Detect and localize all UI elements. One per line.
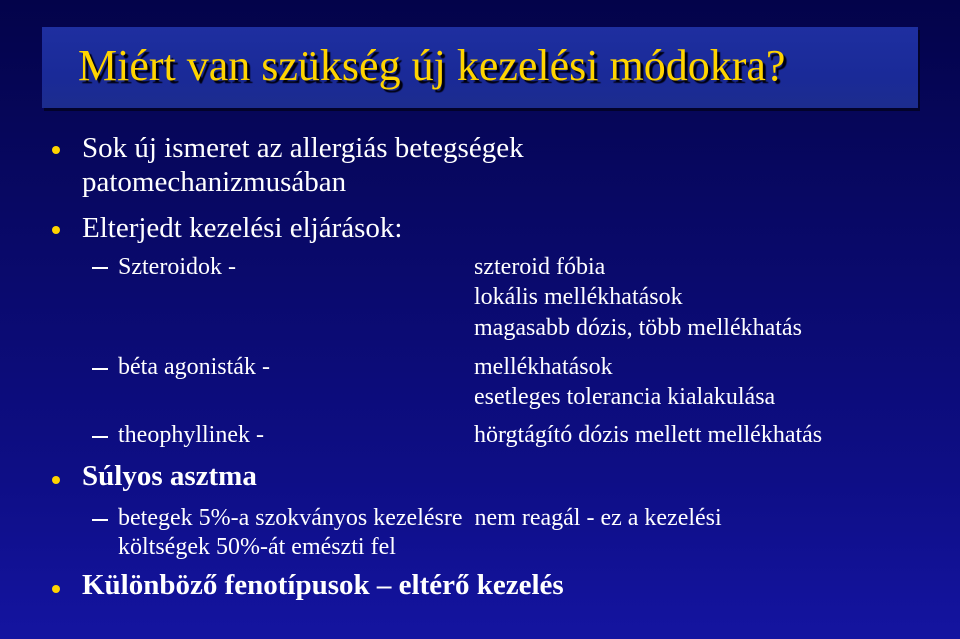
asthma-sub-line1: betegek 5%-a szokványos kezelésre nem reagál - ez a kezelési xyxy=(118,505,722,531)
treatment-effect: szteroid fóbia xyxy=(474,254,606,280)
treatment-name: theophyllinek - xyxy=(118,422,264,448)
sub-dash xyxy=(92,267,108,269)
bullet-marker xyxy=(52,585,60,593)
bullet-text-1a: Sok új ismeret az allergiás betegségek xyxy=(82,132,524,164)
sub-dash xyxy=(92,368,108,370)
treatment-effect: mellékhatások xyxy=(474,354,613,380)
treatment-effect: hörgtágító dózis mellett mellékhatás xyxy=(474,422,823,448)
bullet-marker xyxy=(52,146,60,154)
bullet-marker xyxy=(52,226,60,234)
treatment-effect: magasabb dózis, több mellékhatás xyxy=(474,315,802,341)
bullet-text-4: Különböző fenotípusok – eltérő kezelés xyxy=(82,569,564,601)
bullet-text-1b: patomechanizmusában xyxy=(82,166,347,198)
asthma-sub-line2: költségek 50%-át emészti fel xyxy=(118,534,396,560)
sub-dash xyxy=(92,436,108,438)
bullet-text-2: Elterjedt kezelési eljárások: xyxy=(82,212,403,244)
treatment-name: Szteroidok - xyxy=(118,254,236,280)
treatment-effect: lokális mellékhatások xyxy=(474,284,683,310)
bullet-marker xyxy=(52,476,60,484)
treatment-effect: esetleges tolerancia kialakulása xyxy=(474,384,776,410)
slide-title: Miért van szükség új kezelési módokra? xyxy=(78,41,786,90)
sub-dash xyxy=(92,519,108,521)
treatment-name: béta agonisták - xyxy=(118,354,270,380)
bullet-text-3: Súlyos asztma xyxy=(82,460,257,492)
